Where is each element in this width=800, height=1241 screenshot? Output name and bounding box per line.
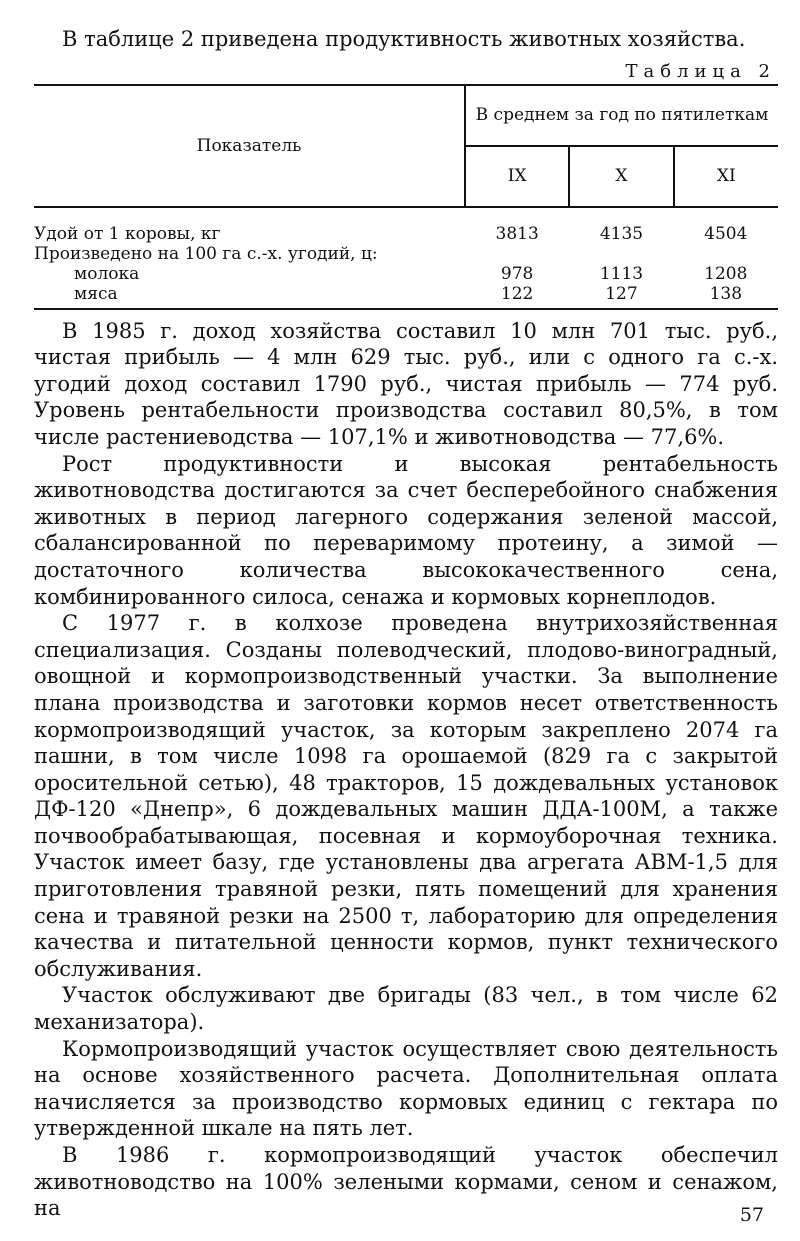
cell-value: 4504 — [704, 223, 748, 244]
table-row — [34, 207, 778, 244]
table-row — [34, 244, 778, 264]
row-label: молока — [74, 263, 140, 284]
cell-value: 1208 — [704, 263, 748, 284]
table-caption: Таблица 2 — [625, 60, 776, 82]
header-group: В среднем за год по пятилеткам — [465, 85, 778, 146]
paragraph-1986: В 1986 г. кормопроизводящий участок обеспечил животноводство на 100% зелеными кормами, сеном и сенажом, на — [34, 1143, 778, 1221]
cell-value: 138 — [709, 283, 743, 304]
header-col-xi: XI — [674, 146, 778, 207]
row-label: мяса — [74, 283, 118, 304]
row-label: Удой от 1 коровы, кг — [34, 223, 221, 244]
cell-value: 978 — [500, 263, 534, 284]
table-row — [34, 284, 778, 309]
row-label: Произведено на 100 га с.-х. угодий, ц: — [34, 243, 378, 264]
paragraph-growth: Рост продуктивности и высокая рентабельность животноводства достигаются за счет бесперебойного снабжения животных в период лагерного содержания зеленой массой, сбалансированной по переваримому протеину, а зимой — достаточного количества высококачественного сена, комбинированного силоса, сенажа и кормовых корнеплодов. — [34, 451, 778, 609]
header-col-x: X — [569, 146, 673, 207]
page-content — [34, 26, 778, 1222]
paragraph-specialization: С 1977 г. в колхозе проведена внутрихозяйственная специализация. Созданы полеводческий, плодово-виноградный, овощной и кормопроизводственный участки. За выполнение плана производства и заготовки кормов несет ответственность кормопроизводящий участок, за которым закреплено 2074 га пашни, в том числе 1098 га орошаемой (829 га с закрытой оросительной сетью), 48 тракторов, 15 дождевальных установок ДФ-120 «Днепр», 6 дождевальных машин ДДА-100М, а также почвообрабатывающая, посевная и кормоуборочная техника. Участок имеет базу, где установлены два агрегата АВМ-1,5 для приготовления травяной резки, пять помещений для хранения сена и травяной резки на 2500 т, лабораторию для определения качества и питательной ценности кормов, пункт технического обслуживания. — [34, 611, 778, 981]
cell-value: 3813 — [495, 223, 539, 244]
paragraph-income: В 1985 г. доход хозяйства составил 10 млн 701 тыс. руб., чистая прибыль — 4 млн 629 тыс. руб., или с одного га с.-х. угодий доход составил 1790 руб., чистая прибыль — 774 руб. Уровень рентабельности производства составил 80,5%, в том числе растениеводства — 107,1% и животноводства — 77,6%. — [34, 318, 778, 449]
page-number: 57 — [739, 1204, 764, 1226]
header-col-ix: IX — [507, 166, 527, 187]
header-indicator: Показатель — [34, 85, 465, 207]
cell-value: 122 — [500, 283, 534, 304]
cell-value: 1113 — [599, 263, 644, 284]
cell-value: 127 — [605, 283, 638, 304]
cell-value: 4135 — [599, 223, 644, 244]
table-row — [34, 264, 778, 284]
intro-paragraph: В таблице 2 приведена продуктивность животных хозяйства. — [62, 27, 746, 51]
paragraph-accounting: Кормопроизводящий участок осуществляет свою деятельность на основе хозяйственного расчета. Дополнительная оплата начисляется за производство кормовых единиц с гектара по утвержденной шкале на пять лет. — [34, 1036, 778, 1141]
productivity-table — [34, 84, 778, 310]
paragraph-brigades: Участок обслуживают две бригады (83 чел., в том числе 62 механизатора). — [34, 983, 778, 1035]
